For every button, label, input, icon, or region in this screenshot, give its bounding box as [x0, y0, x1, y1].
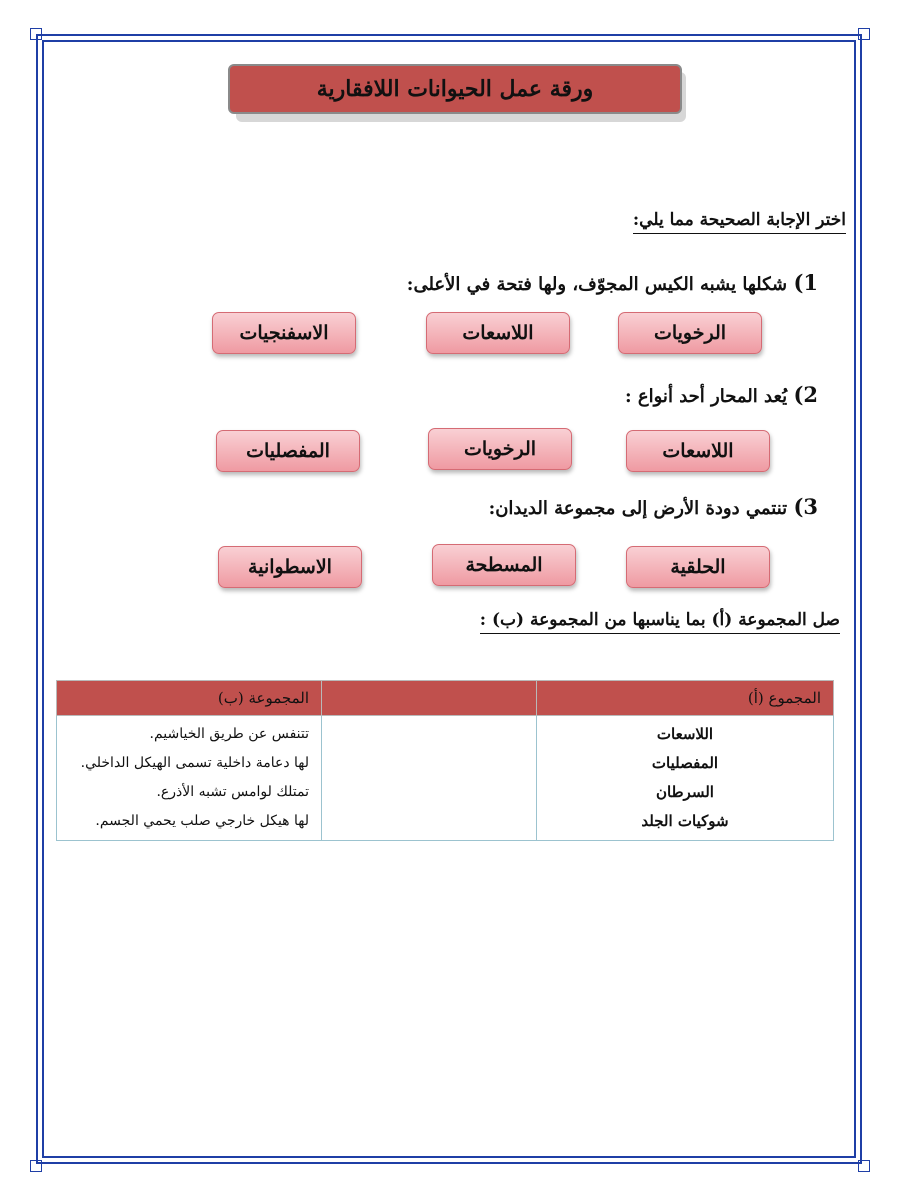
- group-a-item: السرطان: [656, 783, 714, 801]
- group-b-cell: [57, 716, 322, 841]
- frame-corner-bottom-right: [858, 1160, 870, 1172]
- q1-option-3[interactable]: الاسفنجيات: [212, 312, 356, 354]
- header-group-b: المجموعة (ب): [57, 681, 322, 716]
- group-b-item: لها هيكل خارجي صلب يحمي الجسم.: [95, 813, 309, 829]
- matching-table: [56, 680, 834, 841]
- table-header-row: [57, 681, 834, 716]
- question-text: يُعد المحار أحد أنواع :: [624, 386, 788, 407]
- group-b-item: لها دعامة داخلية تسمى الهيكل الداخلي.: [80, 755, 309, 771]
- question-3: [489, 494, 818, 519]
- answer-cell[interactable]: [322, 716, 537, 841]
- group-a-item: اللاسعات: [656, 725, 714, 743]
- group-a-item: المفصليات: [651, 754, 719, 772]
- worksheet-title: ورقة عمل الحيوانات اللافقارية: [228, 64, 682, 114]
- q3-option-3[interactable]: الاسطوانية: [218, 546, 362, 588]
- q2-option-3[interactable]: المفصليات: [216, 430, 360, 472]
- frame-corner-top-right: [858, 28, 870, 40]
- group-a-item: شوكيات الجلد: [641, 812, 729, 830]
- q3-option-1[interactable]: الحلقية: [626, 546, 770, 588]
- q1-option-2[interactable]: اللاسعات: [426, 312, 570, 354]
- group-a-cell: [537, 716, 834, 841]
- question-number: 3): [793, 494, 818, 519]
- group-b-item: تمتلك لوامس تشبه الأذرع.: [156, 784, 309, 800]
- page-frame-inner: [42, 40, 856, 1158]
- question-text: تنتمي دودة الأرض إلى مجموعة الديدان:: [488, 498, 788, 519]
- section1-heading: اختر الإجابة الصحيحة مما يلي:: [633, 210, 846, 234]
- table-body-row: [57, 716, 834, 841]
- question-number: 2): [793, 382, 818, 407]
- question-number: 1): [793, 270, 818, 295]
- q3-option-2[interactable]: المسطحة: [432, 544, 576, 586]
- q2-option-2[interactable]: الرخويات: [428, 428, 572, 470]
- question-2: [625, 382, 818, 407]
- q2-option-1[interactable]: اللاسعات: [626, 430, 770, 472]
- frame-corner-bottom-left: [30, 1160, 42, 1172]
- frame-corner-top-left: [30, 28, 42, 40]
- question-1: [407, 270, 818, 295]
- q1-option-1[interactable]: الرخويات: [618, 312, 762, 354]
- header-group-a: المجموع (أ): [537, 681, 834, 716]
- group-b-item: تتنفس عن طريق الخياشيم.: [149, 726, 309, 742]
- header-middle: [322, 681, 537, 716]
- section2-heading: صل المجموعة (أ) بما يناسبها من المجموعة (ب) :: [480, 610, 840, 634]
- question-text: شكلها يشبه الكيس المجوّف، ولها فتحة في الأعلى:: [406, 274, 788, 295]
